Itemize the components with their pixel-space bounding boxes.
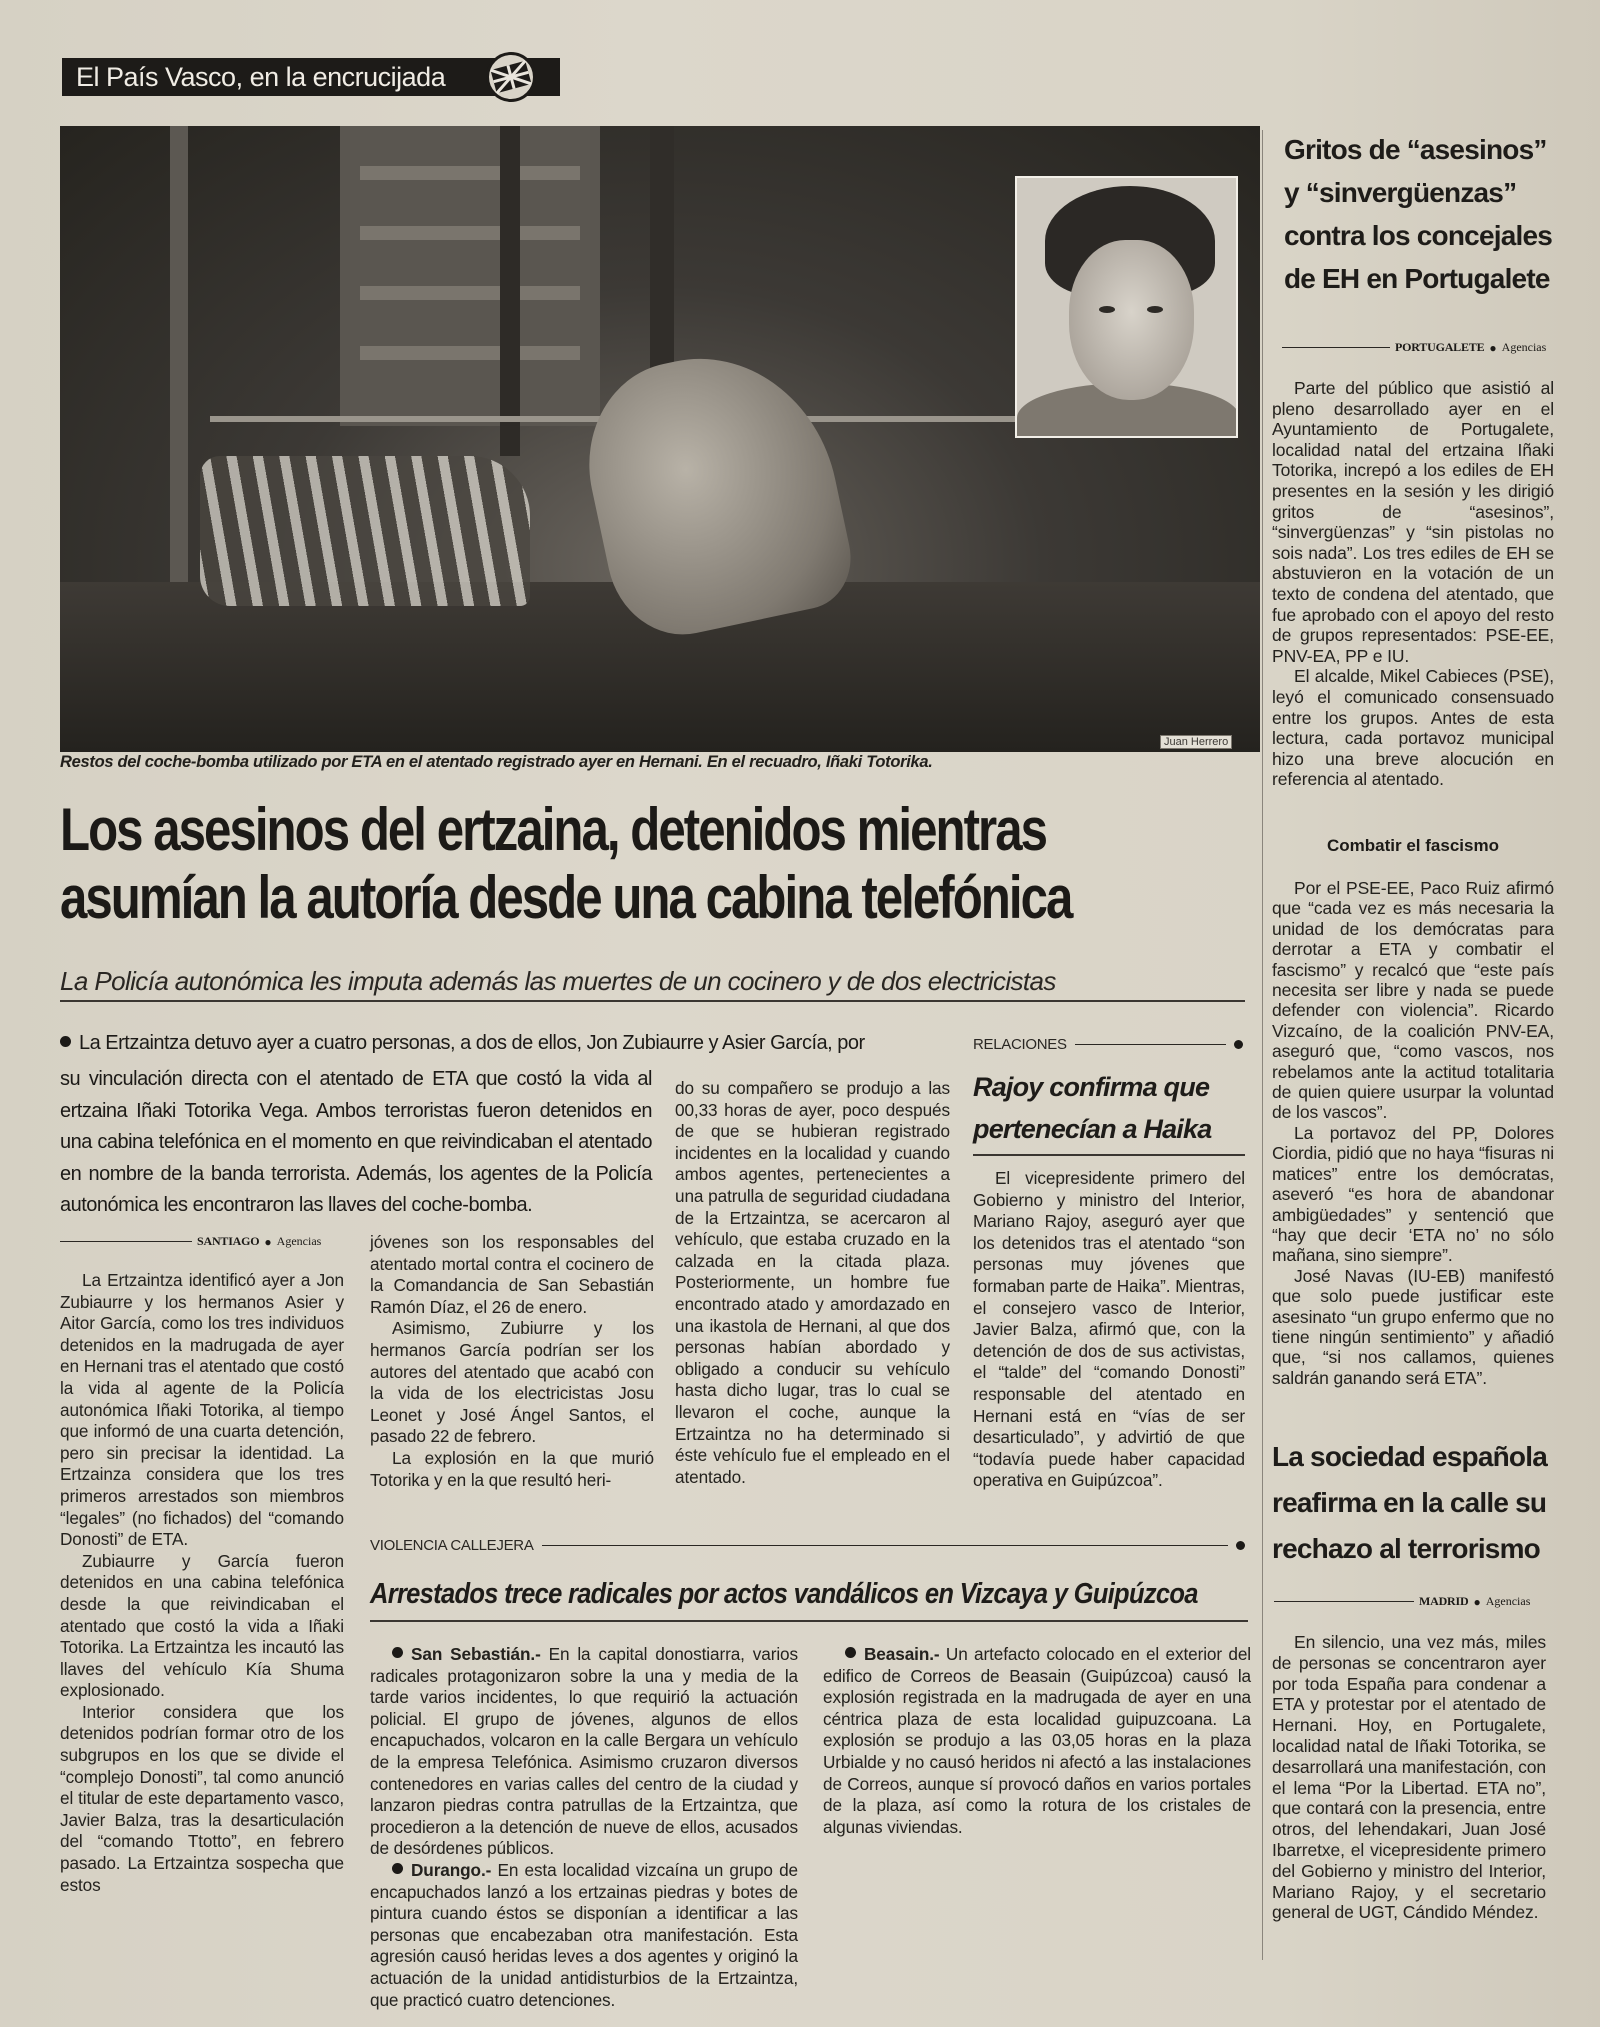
- paragraph: jóvenes son los responsables del atentado mortal contra el cocinero de la Comandancia de San Sebastián Ramón Díaz, el 26 de enero.: [370, 1232, 654, 1317]
- portrait-inset: [1015, 176, 1238, 438]
- madrid-body: [1272, 1632, 1546, 1923]
- byline-city: PORTUGALETE: [1395, 340, 1485, 354]
- paragraph: do su compañero se produjo a las 00,33 horas de ayer, poco después de que se hubieran registrado incidentes en la localidad y cuando ambos agentes, pertenecientes a una patrulla de seguridad ciudadana de la Ertzaintza, se acercaron al vehículo, que estaba cruzado en la calzada en la citada plaza. Posteriormente, un hombre fue encontrado atado y amordazado en una ikastola de Hernani, al que dos personas habían abordado y obligado a conducir su vehículo hasta dicho lugar, tras lo cual se llevaron el coche, aunque la Ertzaintza no ha determinado si éste vehículo fue el empleado en el atentado.: [675, 1078, 950, 1487]
- main-article-col-1: [60, 1270, 344, 1896]
- photo-caption: Restos del coche-bomba utilizado por ETA en el atentado registrado ayer en Hernani. En el recuadro, Iñaki Totorika.: [60, 753, 933, 771]
- news-item-san-sebastian: [370, 1644, 798, 1860]
- item-place: San Sebastián.-: [411, 1644, 541, 1664]
- byline-agency: Agencias: [1501, 340, 1547, 354]
- bullet-icon: [1236, 1541, 1245, 1550]
- byline-agency: Agencias: [276, 1234, 322, 1248]
- bullet-icon: ●: [264, 1234, 272, 1249]
- byline-portugalete: [1282, 340, 1546, 355]
- paragraph: La Ertzaintza identificó ayer a Jon Zubiaurre y los hermanos Asier y Aitor García, como los tres individuos detenidos en la madrugada de ayer en Hernani tras el atentado que costó la vida al agente de la Policía autonómica Iñaki Totorika, al tiempo que informó de una cuarta detención, pero sin precisar la identidad. La Ertzainza considera que los tres primeros arrestados son miembros “legales” (no fichados) del “comando Donosti” de ETA.: [60, 1270, 344, 1550]
- paragraph: La explosión en la que murió Totorika y en la que resultó heri-: [370, 1447, 654, 1490]
- main-headline: [60, 796, 1265, 932]
- ikurrina-flag-icon: [486, 52, 536, 102]
- paragraph: La portavoz del PP, Dolores Ciordia, pidió que no haya “fisuras ni matices” entre los demócratas, aseveró “es hora de abandonar ambigüedades” y sentenció que “hay que decir ‘ETA no’ no sólo mañana, sino siempre”.: [1272, 1122, 1554, 1266]
- lede-line-1-text: La Ertzaintza detuvo ayer a cuatro personas, a dos de ellos, Jon Zubiaurre y Asier García, por: [79, 1032, 865, 1054]
- bullet-icon: ●: [1473, 1594, 1481, 1609]
- paragraph: Zubiaurre y García fueron detenidos en una cabina telefónica desde la que reivindicaban el atentado que costó la vida a Iñaki Totorika. La Ertzaintza les incautó las llaves del vehículo Kía Shuma explosionado.: [60, 1550, 344, 1701]
- portugalete-body-1: [1272, 378, 1554, 790]
- headline-line-1: Los asesinos del ertzaina, detenidos mientras: [60, 796, 1046, 863]
- bullet-icon: [1234, 1040, 1243, 1049]
- paragraph: El alcalde, Mikel Cabieces (PSE), leyó el comunicado consensuado entre los grupos. Antes de esta lectura, cada portavoz municipal hizo una breve alocución en referencia al atentado.: [1272, 666, 1554, 790]
- item-text: Un artefacto colocado en el exterior del edifico de Correos de Beasain (Guipúzcoa) causó la explosión registrada en la madrugada de ayer en una céntrica plaza de esta localidad guipuzcoana. La explosión se produjo a las 03,05 horas en la plaza Urbialde y no causó heridos ni afectó a las instalaciones de Correos, aunque sí provocó daños en varios portales de la plaza, así como la rotura de los cristales de algunas viviendas.: [823, 1644, 1251, 1837]
- byline-city: SANTIAGO: [197, 1234, 260, 1248]
- portugalete-headline: Gritos de “asesinos” y “sinvergüenzas” contra los concejales de EH en Portugalete: [1284, 134, 1552, 294]
- relaciones-body: [973, 1168, 1245, 1492]
- news-item-durango: [370, 1860, 798, 2011]
- byline-city: MADRID: [1419, 1594, 1469, 1608]
- kicker-label: RELACIONES: [973, 1036, 1067, 1053]
- violencia-kicker: [370, 1537, 1245, 1554]
- photo-credit: Juan Herrero: [1160, 735, 1232, 749]
- item-text: En la capital donostiarra, varios radicales protagonizaron sobre la una y media de la tarde varios incidentes, lo que requirió la actuación policial. El grupo de jóvenes, algunos de ellos encapuchados, volcaron en la calle Bergara un vehículo de la empresa Telefónica. Asimismo cruzaron diversos contenedores en varias calles del centro de la ciudad y lanzaron piedras contra patrullas de la Ertzaintza, que procedieron a la detención de nueve de ellos, acusados de desórdenes públicos.: [370, 1644, 798, 1859]
- byline-santiago: [60, 1234, 321, 1249]
- paragraph: Por el PSE-EE, Paco Ruiz afirmó que “cada vez es más necesaria la unidad de los demócratas para derrotar a ETA y combatir el fascismo” y recalcó que “este país necesita ser libre y nada se puede defender con violencia”. Ricardo Vizcaíno, de la coalición PNV-EA, aseguró que, “como vascos, nos rebelamos ante la actitud totalitaria de quien quiere usurpar la voluntad de los vascos”.: [1272, 878, 1554, 1123]
- section-banner-title: El País Vasco, en la encrucijada: [76, 61, 446, 92]
- bullet-icon: [392, 1863, 403, 1874]
- paragraph: El vicepresidente primero del Gobierno y ministro del Interior, Mariano Rajoy, aseguró ayer que los detenidos tras el atentado “son personas muy jóvenes que formaban parte de Haika”. Mientras, el consejero vasco de Interior, Javier Balza, afirmó que, con la detención de dos de sus activistas, el “talde” del “comando Donosti” responsable del atentado en Hernani está en “vías de ser desarticulado”, y advirtió de que “todavía puede haber capacidad operativa en Guipúzcoa”.: [973, 1168, 1245, 1491]
- portugalete-body-2: [1272, 878, 1554, 1388]
- relaciones-kicker: [973, 1036, 1243, 1053]
- portugalete-subtitle: Combatir el fascismo: [1327, 836, 1499, 855]
- bullet-icon: [392, 1647, 403, 1658]
- item-place: Beasain.-: [864, 1644, 940, 1664]
- paragraph: Interior considera que los detenidos podrían formar otro de los subgrupos en los que se divide el “complejo Donosti”, tal como anunció el titular de este departamento vasco, Javier Balza, tras la desarticulación del “comando Ttotto”, en febrero pasado. La Ertzaintza sospecha que estos: [60, 1701, 344, 1895]
- car-bomb-photo: [60, 126, 1260, 752]
- main-article-col-2: [370, 1232, 654, 1491]
- car-wreckage: [200, 456, 530, 606]
- kicker-label: VIOLENCIA CALLEJERA: [370, 1537, 534, 1554]
- bullet-icon: [60, 1036, 71, 1047]
- divider: [973, 1154, 1245, 1156]
- headline-line-2: asumían la autoría desde una cabina telefónica: [60, 864, 1072, 931]
- column-divider: [1262, 130, 1263, 1960]
- item-place: Durango.-: [411, 1859, 492, 1880]
- byline-madrid: [1274, 1594, 1530, 1609]
- paragraph: José Navas (IU-EB) manifestó que solo puede justificar este asesinato “un grupo enfermo que no tiene ningún sentimiento” y añadió que, “si nos callamos, quienes saldrán ganando será ETA”.: [1272, 1265, 1554, 1388]
- violencia-col-2: [823, 1644, 1251, 1838]
- byline-agency: Agencias: [1485, 1594, 1531, 1608]
- relaciones-headline: Rajoy confirma que pertenecían a Haika: [973, 1072, 1212, 1144]
- paragraph: En silencio, una vez más, miles de personas se concentraron ayer por toda España para condenar a ETA y protestar por el atentado de Hernani. Hoy, en Portugalete, localidad natal de Iñaki Totorika, se desarrollará una manifestación, con el lema “Por la Libertad. ETA no”, que contará con la presencia, entre otros, del lehendakari, Juan José Ibarretxe, el vicepresidente primero del Gobierno y ministro del Interior, Mariano Rajoy, y el secretario general de UGT, Cándido Méndez.: [1272, 1632, 1546, 1923]
- news-item-beasain: [823, 1644, 1251, 1838]
- lede-first-line: [60, 1032, 960, 1055]
- bullet-icon: [845, 1647, 856, 1658]
- item-text: En esta localidad vizcaína un grupo de encapuchados lanzó a los ertzainas piedras y botes de pintura cuando éstos se disponían a identificar a las personas que encabezaban otra manifestación. Esta agresión causó heridas leves a dos agentes y originó la actuación de la unidad antidisturbios de la Ertzaintza, que practicó cuatro detenciones.: [370, 1859, 799, 2010]
- bullet-icon: ●: [1489, 340, 1497, 355]
- main-subheadline: La Policía autonómica les imputa además las muertes de un cocinero y de dos electricistas: [60, 966, 1245, 1002]
- lede-paragraph: su vinculación directa con el atentado de ETA que costó la vida al ertzaina Iñaki Totorika Vega. Ambos terroristas fueron detenidos en una cabina telefónica en el momento en que reivindicaban el atentado en nombre de la banda terrorista. Además, los agentes de la Policía autonómica les encontraron las llaves del coche-bomba.: [60, 1068, 652, 1216]
- divider: [370, 1620, 1248, 1622]
- madrid-headline: La sociedad española reafirma en la calle su rechazo al terrorismo: [1272, 1441, 1547, 1564]
- paragraph: Parte del público que asistió al pleno desarrollado ayer en el Ayuntamiento de Portugalete, localidad natal del ertzaina Iñaki Totorika, increpó a los ediles de EH presentes en la sesión y les dirigió gritos de “asesinos”, “sinvergüenzas” y “sin pistolas no sois nada”. Los tres ediles de EH se abstuvieron en la votación de un texto de condena del atentado, que fue aprobado con el apoyo del resto de grupos representados: PSE-EE, PNV-EA, PP e IU.: [1272, 378, 1554, 666]
- paragraph: Asimismo, Zubiurre y los hermanos García podrían ser los autores del atentado que acabó con la vida de los electricistas Josu Leonet y José Ángel Santos, el pasado 22 de febrero.: [370, 1318, 654, 1447]
- violencia-headline: Arrestados trece radicales por actos vandálicos en Vizcaya y Guipúzcoa: [370, 1578, 1198, 1610]
- main-article-col-3: [675, 1078, 950, 1488]
- violencia-col-1: [370, 1644, 798, 2011]
